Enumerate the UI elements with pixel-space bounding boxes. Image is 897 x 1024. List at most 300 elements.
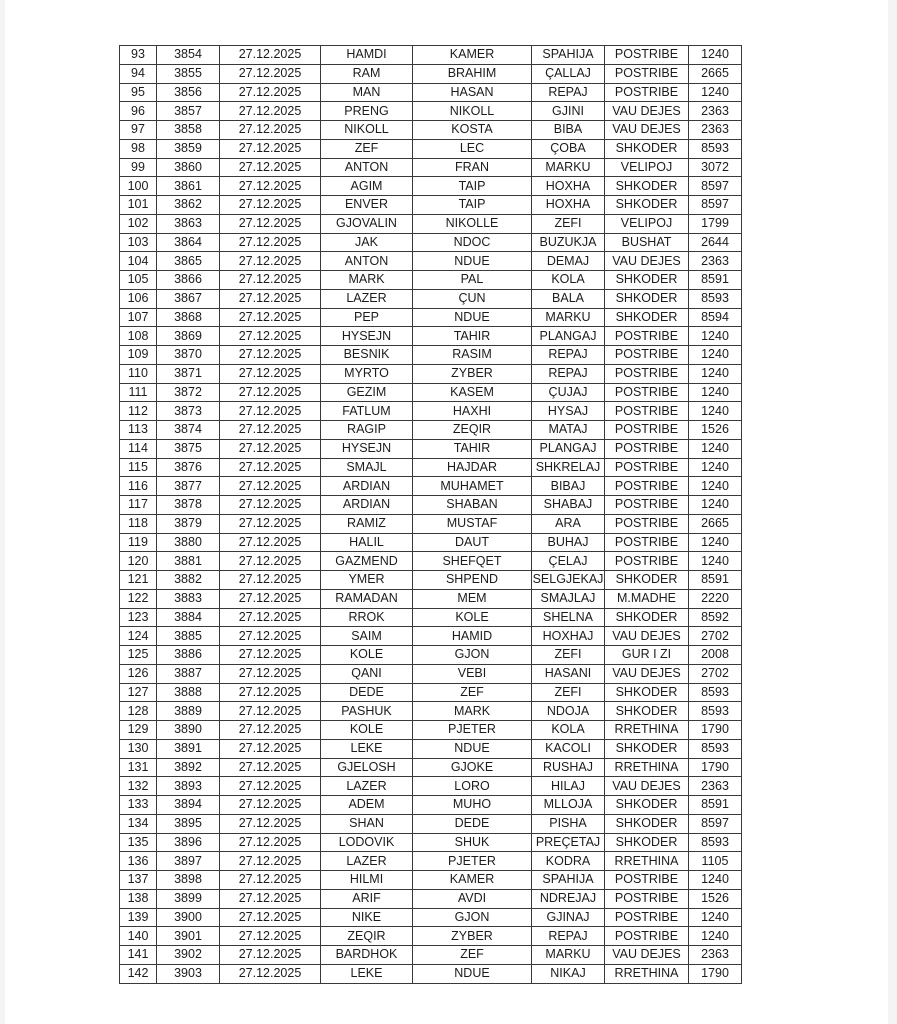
cell-first-name: GAZMEND [321,552,413,571]
cell-id: 3875 [157,439,220,458]
cell-date: 27.12.2025 [220,289,321,308]
cell-date: 27.12.2025 [220,646,321,665]
cell-first-name: QANI [321,664,413,683]
cell-father-name: NDOC [413,233,532,252]
cell-id: 3882 [157,571,220,590]
table-row [120,702,742,721]
cell-first-name: HILMI [321,871,413,890]
cell-surname: BALA [532,289,605,308]
cell-date: 27.12.2025 [220,814,321,833]
cell-father-name: MARK [413,702,532,721]
cell-location: SHKODER [605,608,689,627]
cell-father-name: PAL [413,271,532,290]
cell-father-name: NDUE [413,252,532,271]
cell-first-name: RAMADAN [321,589,413,608]
cell-father-name: NIKOLL [413,102,532,121]
table-row [120,608,742,627]
cell-id: 3870 [157,346,220,365]
cell-code: 2363 [689,252,742,271]
cell-code: 1240 [689,402,742,421]
cell-surname: SHELNA [532,608,605,627]
cell-code: 8597 [689,196,742,215]
cell-date: 27.12.2025 [220,64,321,83]
cell-code: 3072 [689,158,742,177]
table-row [120,589,742,608]
cell-location: POSTRIBE [605,83,689,102]
cell-surname: HOXHA [532,196,605,215]
cell-nr: 98 [120,139,157,158]
cell-first-name: GEZIM [321,383,413,402]
table-row [120,308,742,327]
cell-first-name: ARDIAN [321,496,413,515]
table-row [120,496,742,515]
cell-id: 3898 [157,871,220,890]
cell-location: VAU DEJES [605,121,689,140]
cell-father-name: MEM [413,589,532,608]
cell-code: 1790 [689,721,742,740]
cell-father-name: DEDE [413,814,532,833]
cell-code: 8591 [689,271,742,290]
cell-father-name: VEBI [413,664,532,683]
cell-nr: 141 [120,946,157,965]
cell-code: 8593 [689,833,742,852]
cell-location: SHKODER [605,139,689,158]
cell-first-name: SMAJL [321,458,413,477]
cell-date: 27.12.2025 [220,589,321,608]
cell-father-name: TAHIR [413,439,532,458]
cell-code: 1240 [689,533,742,552]
cell-date: 27.12.2025 [220,777,321,796]
cell-date: 27.12.2025 [220,889,321,908]
cell-location: SHKODER [605,814,689,833]
cell-id: 3864 [157,233,220,252]
cell-nr: 109 [120,346,157,365]
cell-id: 3886 [157,646,220,665]
cell-first-name: ZEQIR [321,927,413,946]
cell-location: POSTRIBE [605,496,689,515]
cell-code: 2363 [689,946,742,965]
cell-first-name: MAN [321,83,413,102]
cell-first-name: PASHUK [321,702,413,721]
cell-id: 3866 [157,271,220,290]
cell-date: 27.12.2025 [220,571,321,590]
cell-id: 3871 [157,364,220,383]
cell-nr: 130 [120,739,157,758]
cell-date: 27.12.2025 [220,383,321,402]
cell-surname: PLANGAJ [532,439,605,458]
cell-nr: 97 [120,121,157,140]
cell-date: 27.12.2025 [220,796,321,815]
table-row [120,796,742,815]
cell-date: 27.12.2025 [220,664,321,683]
cell-location: SHKODER [605,308,689,327]
cell-first-name: RROK [321,608,413,627]
cell-id: 3869 [157,327,220,346]
table-row [120,439,742,458]
cell-nr: 96 [120,102,157,121]
cell-id: 3892 [157,758,220,777]
cell-surname: HASANI [532,664,605,683]
table-row [120,458,742,477]
cell-surname: REPAJ [532,346,605,365]
cell-surname: ZEFI [532,646,605,665]
cell-location: POSTRIBE [605,364,689,383]
cell-father-name: LORO [413,777,532,796]
cell-location: VAU DEJES [605,777,689,796]
cell-code: 1240 [689,552,742,571]
cell-surname: SHABAJ [532,496,605,515]
cell-nr: 131 [120,758,157,777]
cell-nr: 108 [120,327,157,346]
cell-father-name: NIKOLLE [413,214,532,233]
cell-id: 3891 [157,739,220,758]
cell-nr: 129 [120,721,157,740]
cell-location: POSTRIBE [605,439,689,458]
cell-date: 27.12.2025 [220,552,321,571]
cell-first-name: FATLUM [321,402,413,421]
cell-code: 8593 [689,139,742,158]
cell-location: SHKODER [605,702,689,721]
cell-nr: 115 [120,458,157,477]
cell-date: 27.12.2025 [220,627,321,646]
cell-nr: 102 [120,214,157,233]
table-body [120,46,742,984]
cell-nr: 106 [120,289,157,308]
cell-date: 27.12.2025 [220,964,321,983]
cell-surname: ÇOBA [532,139,605,158]
cell-first-name: HYSEJN [321,439,413,458]
cell-father-name: PJETER [413,852,532,871]
cell-id: 3878 [157,496,220,515]
cell-id: 3868 [157,308,220,327]
cell-first-name: PEP [321,308,413,327]
cell-surname: ÇELAJ [532,552,605,571]
cell-id: 3903 [157,964,220,983]
cell-code: 2220 [689,589,742,608]
cell-surname: NIKAJ [532,964,605,983]
cell-father-name: GJOKE [413,758,532,777]
cell-code: 2644 [689,233,742,252]
cell-date: 27.12.2025 [220,927,321,946]
cell-first-name: LEKE [321,739,413,758]
cell-id: 3884 [157,608,220,627]
cell-first-name: LAZER [321,777,413,796]
cell-date: 27.12.2025 [220,758,321,777]
cell-nr: 93 [120,46,157,65]
cell-surname: BIBA [532,121,605,140]
cell-surname: PREÇETAJ [532,833,605,852]
cell-id: 3889 [157,702,220,721]
table-row [120,102,742,121]
table-row [120,964,742,983]
cell-code: 2363 [689,777,742,796]
cell-code: 1790 [689,964,742,983]
table-row [120,477,742,496]
cell-date: 27.12.2025 [220,158,321,177]
cell-first-name: ANTON [321,158,413,177]
cell-father-name: KAMER [413,46,532,65]
cell-id: 3873 [157,402,220,421]
cell-first-name: HALIL [321,533,413,552]
cell-nr: 127 [120,683,157,702]
cell-id: 3876 [157,458,220,477]
table-row [120,383,742,402]
cell-surname: SPAHIJA [532,871,605,890]
cell-father-name: AVDI [413,889,532,908]
cell-location: GUR I ZI [605,646,689,665]
cell-surname: HOXHAJ [532,627,605,646]
cell-location: SHKODER [605,196,689,215]
cell-id: 3877 [157,477,220,496]
table-row [120,871,742,890]
table-row [120,46,742,65]
cell-father-name: KOLE [413,608,532,627]
cell-id: 3900 [157,908,220,927]
cell-surname: SPAHIJA [532,46,605,65]
cell-father-name: PJETER [413,721,532,740]
table-row [120,64,742,83]
cell-father-name: ZYBER [413,927,532,946]
cell-surname: BUZUKJA [532,233,605,252]
cell-date: 27.12.2025 [220,121,321,140]
cell-nr: 94 [120,64,157,83]
cell-date: 27.12.2025 [220,496,321,515]
cell-father-name: ZEQIR [413,421,532,440]
cell-first-name: SHAN [321,814,413,833]
cell-first-name: MARK [321,271,413,290]
cell-id: 3881 [157,552,220,571]
table-row [120,139,742,158]
cell-date: 27.12.2025 [220,852,321,871]
cell-code: 1105 [689,852,742,871]
cell-location: VELIPOJ [605,214,689,233]
cell-nr: 133 [120,796,157,815]
cell-surname: HILAJ [532,777,605,796]
cell-location: POSTRIBE [605,46,689,65]
cell-code: 8592 [689,608,742,627]
cell-first-name: BARDHOK [321,946,413,965]
table-row [120,514,742,533]
cell-nr: 122 [120,589,157,608]
cell-father-name: MUHAMET [413,477,532,496]
cell-nr: 138 [120,889,157,908]
cell-nr: 100 [120,177,157,196]
cell-father-name: ÇUN [413,289,532,308]
table-row [120,946,742,965]
cell-location: RRETHINA [605,964,689,983]
cell-date: 27.12.2025 [220,908,321,927]
cell-father-name: HASAN [413,83,532,102]
cell-first-name: YMER [321,571,413,590]
cell-location: POSTRIBE [605,889,689,908]
cell-first-name: ARDIAN [321,477,413,496]
table-row [120,758,742,777]
cell-first-name: ZEF [321,139,413,158]
table-row [120,683,742,702]
cell-first-name: KOLE [321,721,413,740]
cell-surname: MATAJ [532,421,605,440]
cell-father-name: HAMID [413,627,532,646]
cell-father-name: HAJDAR [413,458,532,477]
cell-date: 27.12.2025 [220,533,321,552]
table-row [120,289,742,308]
cell-surname: GJINI [532,102,605,121]
cell-date: 27.12.2025 [220,514,321,533]
cell-first-name: HYSEJN [321,327,413,346]
cell-father-name: HAXHI [413,402,532,421]
cell-surname: PLANGAJ [532,327,605,346]
cell-nr: 139 [120,908,157,927]
cell-location: SHKODER [605,571,689,590]
cell-nr: 113 [120,421,157,440]
cell-surname: MARKU [532,308,605,327]
cell-code: 1799 [689,214,742,233]
table-row [120,664,742,683]
table-row [120,421,742,440]
table-row [120,777,742,796]
cell-nr: 135 [120,833,157,852]
cell-first-name: LODOVIK [321,833,413,852]
table-row [120,364,742,383]
cell-date: 27.12.2025 [220,327,321,346]
cell-first-name: BESNIK [321,346,413,365]
cell-nr: 137 [120,871,157,890]
table-row [120,814,742,833]
table-row [120,196,742,215]
cell-code: 8597 [689,177,742,196]
cell-id: 3874 [157,421,220,440]
cell-surname: GJINAJ [532,908,605,927]
cell-first-name: DEDE [321,683,413,702]
cell-date: 27.12.2025 [220,364,321,383]
cell-id: 3855 [157,64,220,83]
cell-code: 1240 [689,908,742,927]
cell-first-name: GJELOSH [321,758,413,777]
table-row [120,83,742,102]
cell-location: M.MADHE [605,589,689,608]
cell-surname: KACOLI [532,739,605,758]
cell-date: 27.12.2025 [220,346,321,365]
cell-father-name: TAIP [413,177,532,196]
cell-first-name: SAIM [321,627,413,646]
cell-code: 1240 [689,871,742,890]
cell-code: 2363 [689,121,742,140]
cell-code: 2665 [689,514,742,533]
cell-nr: 125 [120,646,157,665]
table-row [120,402,742,421]
cell-nr: 114 [120,439,157,458]
cell-date: 27.12.2025 [220,83,321,102]
cell-date: 27.12.2025 [220,421,321,440]
cell-father-name: TAIP [413,196,532,215]
cell-id: 3883 [157,589,220,608]
cell-father-name: NDUE [413,308,532,327]
table-row [120,121,742,140]
cell-father-name: MUSTAF [413,514,532,533]
cell-father-name: SHEFQET [413,552,532,571]
cell-code: 1240 [689,496,742,515]
cell-code: 1240 [689,46,742,65]
cell-code: 2363 [689,102,742,121]
cell-date: 27.12.2025 [220,271,321,290]
cell-father-name: SHABAN [413,496,532,515]
cell-nr: 118 [120,514,157,533]
cell-nr: 103 [120,233,157,252]
cell-surname: KOLA [532,721,605,740]
cell-code: 1526 [689,421,742,440]
cell-father-name: TAHIR [413,327,532,346]
cell-code: 1240 [689,477,742,496]
table-row [120,271,742,290]
cell-father-name: KAMER [413,871,532,890]
cell-location: POSTRIBE [605,533,689,552]
cell-code: 8593 [689,739,742,758]
cell-first-name: KOLE [321,646,413,665]
cell-id: 3857 [157,102,220,121]
table-row [120,571,742,590]
cell-nr: 132 [120,777,157,796]
cell-surname: BIBAJ [532,477,605,496]
cell-first-name: RAM [321,64,413,83]
cell-location: SHKODER [605,271,689,290]
cell-father-name: ZEF [413,683,532,702]
cell-nr: 101 [120,196,157,215]
cell-code: 8593 [689,702,742,721]
cell-location: POSTRIBE [605,514,689,533]
cell-first-name: AGIM [321,177,413,196]
cell-surname: HYSAJ [532,402,605,421]
cell-surname: DEMAJ [532,252,605,271]
cell-code: 1240 [689,383,742,402]
table-row [120,214,742,233]
cell-code: 1240 [689,458,742,477]
cell-date: 27.12.2025 [220,308,321,327]
cell-code: 1240 [689,927,742,946]
cell-date: 27.12.2025 [220,102,321,121]
cell-code: 2702 [689,627,742,646]
cell-father-name: SHUK [413,833,532,852]
cell-location: VELIPOJ [605,158,689,177]
cell-code: 8594 [689,308,742,327]
cell-surname: PISHA [532,814,605,833]
cell-location: VAU DEJES [605,946,689,965]
cell-date: 27.12.2025 [220,833,321,852]
cell-location: POSTRIBE [605,383,689,402]
cell-code: 8597 [689,814,742,833]
cell-location: RRETHINA [605,852,689,871]
cell-id: 3901 [157,927,220,946]
cell-first-name: LAZER [321,289,413,308]
cell-date: 27.12.2025 [220,439,321,458]
cell-nr: 126 [120,664,157,683]
cell-surname: REPAJ [532,927,605,946]
cell-location: VAU DEJES [605,252,689,271]
cell-id: 3899 [157,889,220,908]
cell-nr: 119 [120,533,157,552]
cell-location: SHKODER [605,739,689,758]
cell-father-name: GJON [413,908,532,927]
cell-first-name: NIKE [321,908,413,927]
cell-nr: 107 [120,308,157,327]
cell-id: 3880 [157,533,220,552]
cell-nr: 121 [120,571,157,590]
cell-id: 3856 [157,83,220,102]
cell-location: POSTRIBE [605,458,689,477]
cell-date: 27.12.2025 [220,252,321,271]
cell-surname: HOXHA [532,177,605,196]
cell-date: 27.12.2025 [220,871,321,890]
cell-first-name: NIKOLL [321,121,413,140]
